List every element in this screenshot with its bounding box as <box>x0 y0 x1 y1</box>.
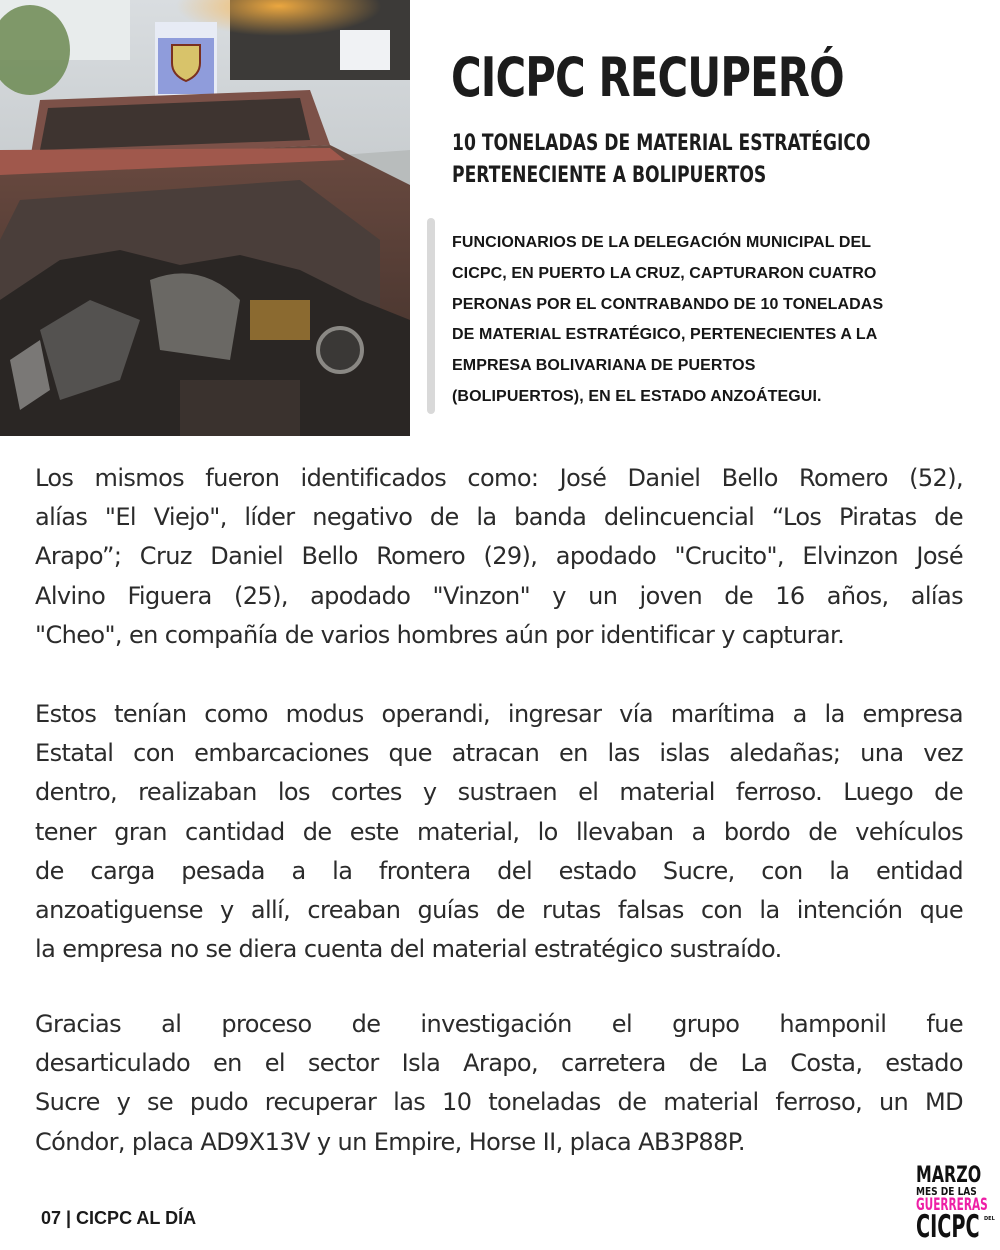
body-line: Estatal con embarcaciones que atracan en las islas aledañas; una vez <box>35 739 963 768</box>
subtitle-line: PERTENECIENTE A BOLIPUERTOS <box>452 163 767 188</box>
lead-line: PERONAS POR EL CONTRABANDO DE 10 TONELADAS <box>452 295 884 313</box>
body-paragraph-1 <box>35 459 963 655</box>
logo-line-marzo: MARZO <box>916 1163 982 1188</box>
logo-line-mes: MES DE LAS <box>916 1185 977 1198</box>
body-paragraph-3 <box>35 1005 963 1162</box>
lead-line: FUNCIONARIOS DE LA DELEGACIÓN MUNICIPAL DEL <box>452 234 872 251</box>
body-line: Los mismos fueron identificados como: José Daniel Bello Romero (52), <box>35 464 963 492</box>
body-line: "Cheo", en compañía de varios hombres aún por identificar y capturar. <box>35 620 845 649</box>
body-line: tener gran cantidad de este material, lo llevaban a bordo de vehículos <box>35 817 963 846</box>
news-photo <box>0 0 410 436</box>
logo-line-cicpc: CICPC <box>916 1209 980 1245</box>
body-line: Gracias al proceso de investigación el grupo hamponil fue <box>35 1010 963 1038</box>
body-paragraph-2 <box>35 695 963 969</box>
body-line: alías "El Viejo", líder negativo de la banda delincuencial “Los Piratas de <box>35 503 963 532</box>
marzo-guerreras-logo <box>916 1163 995 1246</box>
lead-line: (BOLIPUERTOS), EN EL ESTADO ANZOÁTEGUI. <box>452 387 822 405</box>
body-line: dentro, realizaban los cortes y sustraen el material ferroso. Luego de <box>35 778 963 807</box>
body-line: Estos tenían como modus operandi, ingresar vía marítima a la empresa <box>35 700 963 728</box>
subtitle-line: 10 TONELADAS DE MATERIAL ESTRATÉGICO <box>452 131 871 156</box>
logo-line-del: DEL <box>984 1216 995 1222</box>
body-line: Sucre y se pudo recuperar las 10 toneladas de material ferroso, un MD <box>35 1088 963 1117</box>
body-line: de carga pesada a la frontera del estado Sucre, con la entidad <box>35 856 963 885</box>
lead-line: EMPRESA BOLIVARIANA DE PUERTOS <box>452 357 756 375</box>
headline-title: CICPC RECUPERÓ <box>451 46 844 109</box>
body-line: desarticulado en el sector Isla Arapo, carretera de La Costa, estado <box>35 1049 963 1078</box>
page-number-label: 07 | CICPC AL DÍA <box>41 1208 197 1228</box>
body-line: Cóndor, placa AD9X13V y un Empire, Horse II, placa AB3P88P. <box>35 1127 745 1156</box>
lead-line: CICPC, EN PUERTO LA CRUZ, CAPTURARON CUATRO <box>452 264 877 282</box>
headline-subtitle <box>452 128 871 192</box>
body-line: Alvino Figuera (25), apodado "Vinzon" y un joven de 16 años, alías <box>35 581 963 610</box>
body-line: Arapo”; Cruz Daniel Bello Romero (29), apodado "Crucito", Elvinzon José <box>35 542 963 571</box>
body-line: anzoatiguense y allí, creaban guías de rutas falsas con la intención que <box>35 896 963 925</box>
lead-accent-bar <box>427 218 435 414</box>
logo-line-guerreras: GUERRERAS <box>916 1195 988 1215</box>
truck-scrap-image <box>0 0 410 436</box>
lead-summary <box>452 228 972 413</box>
lead-line: DE MATERIAL ESTRATÉGICO, PERTENECIENTES A LA <box>452 326 878 344</box>
body-line: la empresa no se diera cuenta del material estratégico sustraído. <box>35 935 782 964</box>
